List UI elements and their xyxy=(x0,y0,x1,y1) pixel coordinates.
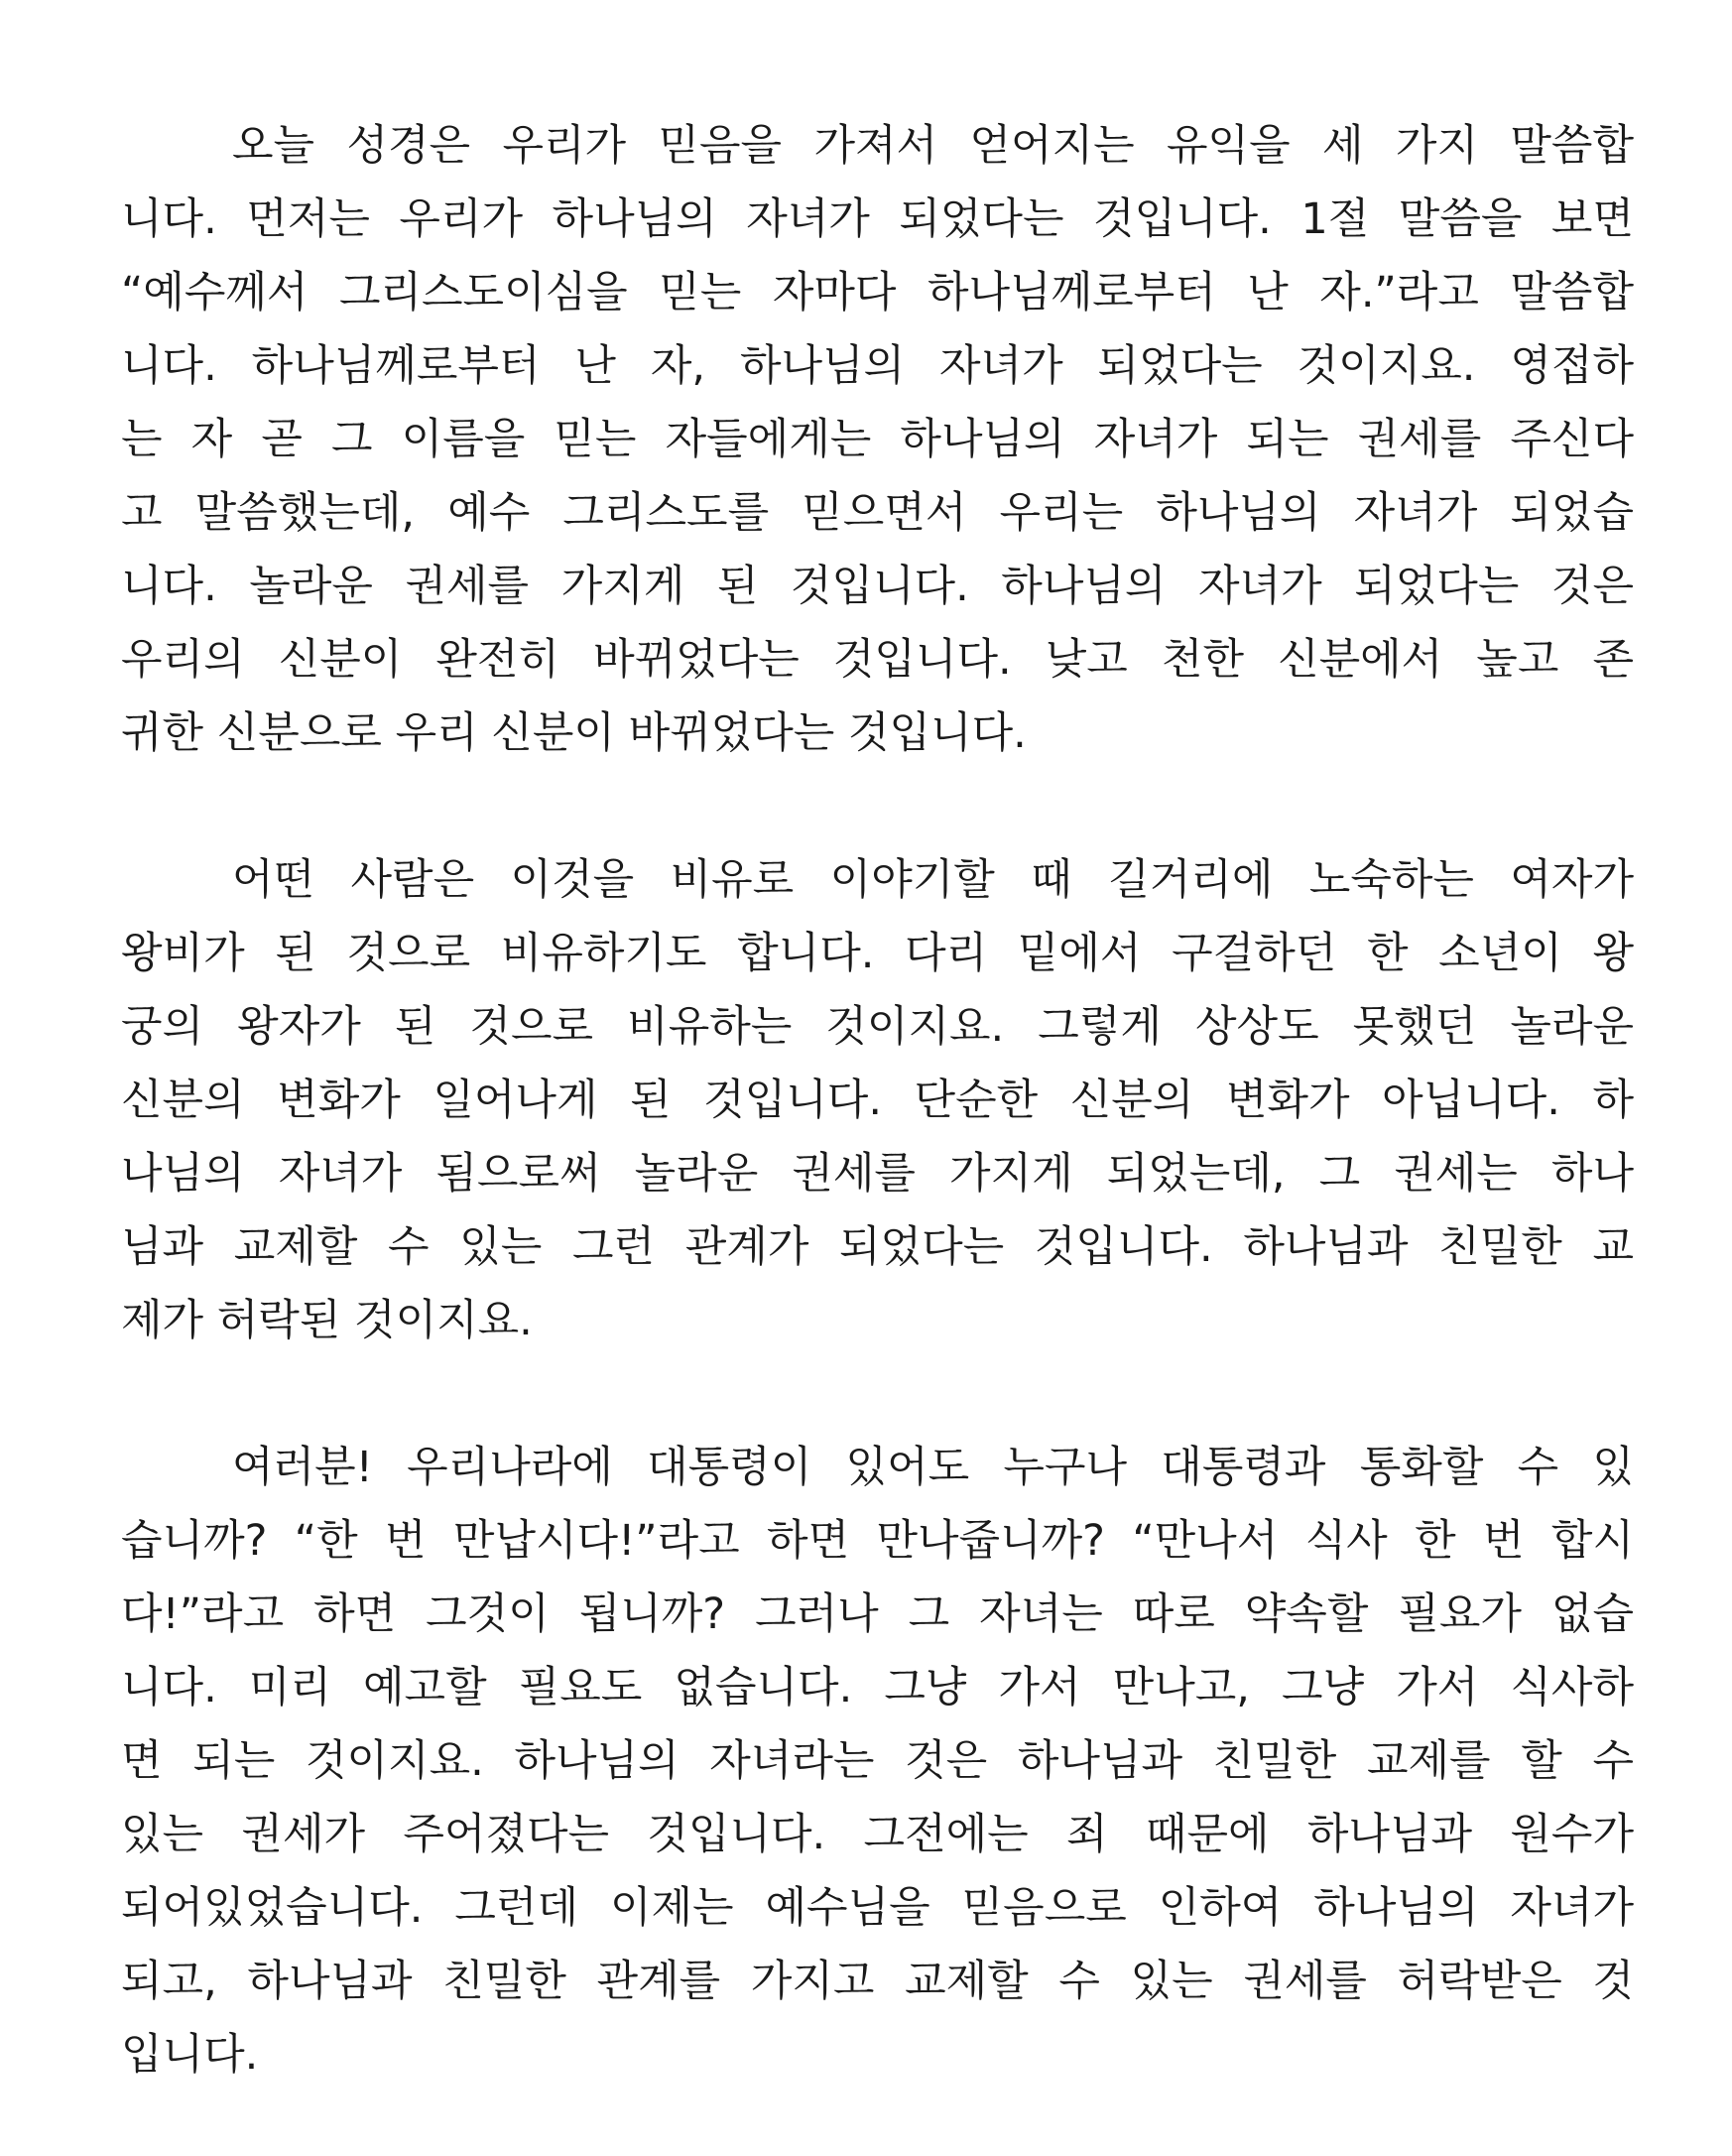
paragraph-spacer xyxy=(121,770,1634,843)
text-line: 되어있었습니다. 그런데 이제는 예수님을 믿음으로 인하여 하나님의 자녀가 xyxy=(121,1883,1634,1933)
paragraph-spacer xyxy=(121,1357,1634,1431)
document-page xyxy=(121,109,1634,2092)
text-line: 다!”라고 하면 그것이 됩니까? 그러나 그 자녀는 따로 약속할 필요가 없습 xyxy=(121,1589,1634,1639)
paragraph-2 xyxy=(121,843,1634,1357)
paragraph-3 xyxy=(121,1431,1634,2092)
text-line: 어떤 사람은 이것을 비유로 이야기할 때 길거리에 노숙하는 여자가 xyxy=(232,855,1634,905)
text-line: 고 말씀했는데, 예수 그리스도를 믿으면서 우리는 하나님의 자녀가 되었습 xyxy=(121,488,1634,538)
text-line: 궁의 왕자가 된 것으로 비유하는 것이지요. 그렇게 상상도 못했던 놀라운 xyxy=(121,1002,1634,1052)
text-line: 여러분! 우리나라에 대통령이 있어도 누구나 대통령과 통화할 수 있 xyxy=(232,1443,1634,1492)
text-line: 님과 교제할 수 있는 그런 관계가 되었다는 것입니다. 하나님과 친밀한 교 xyxy=(121,1222,1634,1272)
text-line: 제가 허락된 것이지요. xyxy=(121,1296,533,1345)
text-line: 왕비가 된 것으로 비유하기도 합니다. 다리 밑에서 구걸하던 한 소년이 왕 xyxy=(121,929,1634,978)
text-line: 는 자 곧 그 이름을 믿는 자들에게는 하나님의 자녀가 되는 권세를 주신다 xyxy=(121,415,1634,464)
paragraph-1 xyxy=(121,109,1634,770)
text-line: 신분의 변화가 일어나게 된 것입니다. 단순한 신분의 변화가 아닙니다. 하 xyxy=(121,1076,1634,1125)
text-line: 되고, 하나님과 친밀한 관계를 가지고 교제할 수 있는 권세를 허락받은 것 xyxy=(121,1957,1634,2006)
text-line: “예수께서 그리스도이심을 믿는 자마다 하나님께로부터 난 자.”라고 말씀합 xyxy=(121,268,1634,317)
text-line: 니다. 하나님께로부터 난 자, 하나님의 자녀가 되었다는 것이지요. 영접하 xyxy=(121,341,1634,391)
text-line: 귀한 신분으로 우리 신분이 바뀌었다는 것입니다. xyxy=(121,708,1027,758)
text-line: 니다. 놀라운 권세를 가지게 된 것입니다. 하나님의 자녀가 되었다는 것은 xyxy=(121,562,1634,611)
text-line: 면 되는 것이지요. 하나님의 자녀라는 것은 하나님과 친밀한 교제를 할 수 xyxy=(121,1736,1634,1786)
text-line: 오늘 성경은 우리가 믿음을 가져서 얻어지는 유익을 세 가지 말씀합 xyxy=(232,121,1634,171)
text-line: 습니까? “한 번 만납시다!”라고 하면 만나줍니까? “만나서 식사 한 번 합시 xyxy=(121,1516,1634,1566)
text-line: 니다. 먼저는 우리가 하나님의 자녀가 되었다는 것입니다. 1절 말씀을 보면 xyxy=(121,194,1634,244)
text-line: 우리의 신분이 완전히 바뀌었다는 것입니다. 낮고 천한 신분에서 높고 존 xyxy=(121,635,1634,685)
text-line: 나님의 자녀가 됨으로써 놀라운 권세를 가지게 되었는데, 그 권세는 하나 xyxy=(121,1149,1634,1199)
text-line: 니다. 미리 예고할 필요도 없습니다. 그냥 가서 만나고, 그냥 가서 식사하 xyxy=(121,1663,1634,1712)
text-line: 입니다. xyxy=(121,2030,259,2080)
text-line: 있는 권세가 주어졌다는 것입니다. 그전에는 죄 때문에 하나님과 원수가 xyxy=(121,1810,1634,1859)
